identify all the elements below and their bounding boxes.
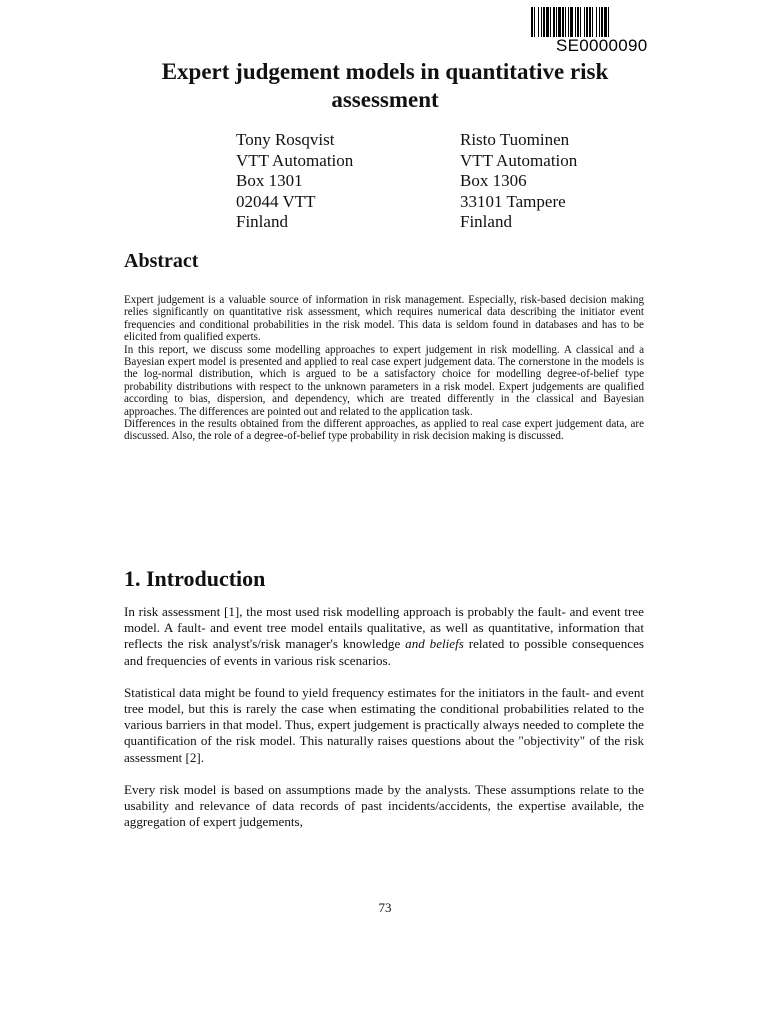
introduction-heading: 1. Introduction [124,566,266,591]
introduction-body [124,604,644,846]
page-number: 73 [378,900,392,915]
author-postal: 33101 Tampere [460,191,566,211]
author-country: Finland [236,212,288,231]
author-postal: 02044 VTT [236,191,316,211]
author-country: Finland [460,212,512,231]
introduction-paragraph: Statistical data might be found to yield frequency estimates for the initiators in the fault- and event tree model, but this is rarely the case when estimating the conditional probabilities related to the various barriers in that model. Thus, expert judgement is practically always needed to complete the quantification of the risk model. This naturally raises questions about the "objectivity" of the risk assessment [2]. [124,684,644,765]
author-block-1 [236,130,353,233]
introduction-paragraph: Every risk model is based on assumptions made by the analysts. These assumptions relate to the usability and relevance of data records of past incidents/accidents, the expertise available, the aggregation of expert judgements, [124,781,644,830]
author-name: Tony Rosqvist [236,130,335,149]
paper-title [100,58,670,114]
barcode-bar [609,7,611,37]
author-box: Box 1301 [236,171,303,190]
intro-text: related to possible consequences and frequencies of events in various risk scenarios. [124,636,645,668]
author-block-2 [460,130,577,233]
abstract-heading: Abstract [124,250,199,272]
intro-text: In risk assessment [1], the most used risk modelling approach is probably the fault- and event tree model. A fault- and event tree model entails qualitative, as well as quantitative, information that reflects the risk analyst's/risk manager's knowledge [124,604,644,652]
abstract-paragraph: Differences in the results obtained from the different approaches, as applied to real case expert judgement data, are discussed. Also, the role of a degree-of-belief type probability in risk decision making is discussed. [124,418,644,443]
author-affiliation: VTT Automation [236,150,354,170]
author-affiliation: VTT Automation [460,150,578,170]
author-name: Risto Tuominen [460,130,570,149]
abstract-paragraph: In this report, we discuss some modelling approaches to expert judgement in risk modelling. A classical and a Bayesian expert model is presented and applied to real case expert judgement data. The cornerstone in the models is the log-normal distribution, which is argued to be a satisfactory choice for modelling degree-of-belief type probability distributions with respect to the unknown parameters in a risk model. Expert judgements are qualified according to bias, dispersion, and dependency, which are treated differently in the classical and Bayesian approaches. The differences are pointed out and related to the application task. [124,343,644,418]
introduction-paragraph [124,604,644,669]
abstract-paragraph: Expert judgement is a valuable source of information in risk management. Especially, risk-based decision making relies significantly on quantitative risk assessment, which requires numerical data describing the initiator event frequencies and conditional probabilities in the risk model. This data is seldom found in databases and has to be elicited from qualified experts. [124,294,644,344]
title-line-2: assessment [331,87,439,112]
author-box: Box 1306 [460,171,527,190]
abstract-body [124,294,644,443]
intro-emphasis: and beliefs [405,636,464,652]
title-line-1: Expert judgement models in quantitative risk [161,59,609,84]
barcode [531,7,677,37]
report-number: SE0000090 [556,36,648,55]
